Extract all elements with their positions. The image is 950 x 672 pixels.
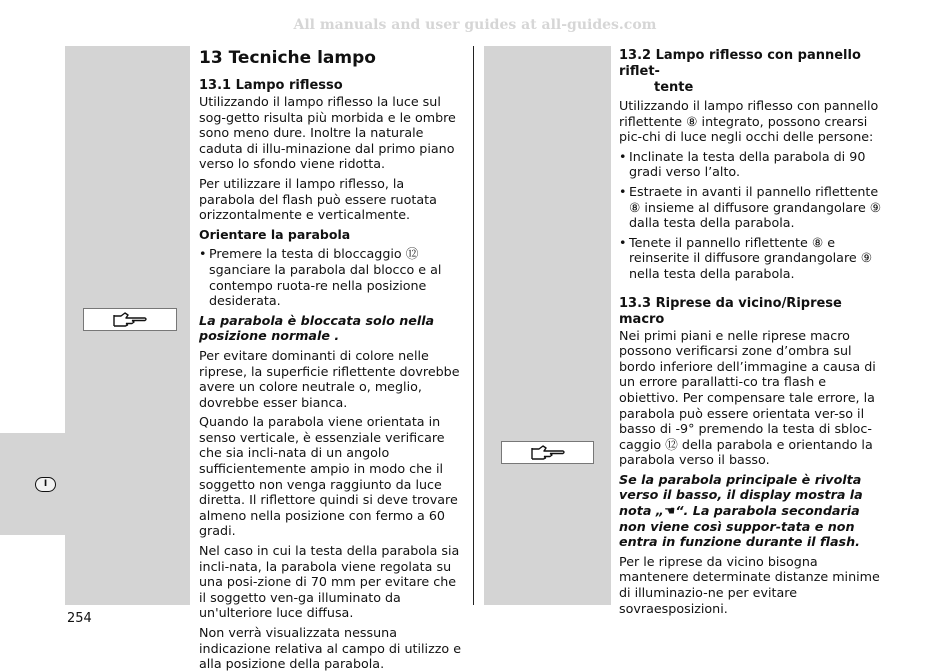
paragraph: Utilizzando il lampo riflesso con pannello riflettente ⑧ integrato, possono crearsi pic-chi di luce negli occhi delle persone: [619,98,879,145]
note-hand-icon [501,441,594,464]
section-title: 13.1 Lampo riflesso [199,78,343,93]
pointing-hand-icon [530,444,566,462]
paragraph: Nel caso in cui la testa della parabola sia incli-nata, la parabola viene regolata su una posi-zione di 70 mm per evitare che il soggetto ven-ga illuminato da un'ulteriore luce diffusa. [199,543,460,621]
paragraph: Nei primi piani e nelle riprese macro possono verificarsi zone d’ombra sul bordo inferiore dell’immagine a causa di un errore parallatti-co tra flash e obiettivo. Per compensare tale errore, la parabola può essere orientata ver-so il basso di -9° premendo la testa di sbloc-caggio ⑫ della parabola e orientando la parabola verso il basso. [619,327,876,468]
paragraph: Per evitare dominanti di colore nelle riprese, la superficie riflettente dovrebbe avere un colore neutrale o, meglio, dovrebbe esser bianca. [199,347,460,410]
watermark: All manuals and user guides at all-guides.com [293,17,657,33]
bullet-item: • Premere la testa di bloccaggio ⑫ sganciare la parabola dal blocco e al contempo ruota-re nella posizione desiderata. [199,246,464,308]
pointing-hand-icon [112,311,148,329]
left-text-column [199,46,464,672]
column-divider [473,46,474,605]
section-number: 13.2 [619,48,652,63]
paragraph: Quando la parabola viene orientata in senso verticale, è essenziale verificare che sia incli-nata di un angolo sufficientemente ampio in modo che il soggetto non venga raggiunto da luce diretta. Il riflettore quindi si deve trovare almeno nella posizione con fermo a 60 gradi. [199,414,458,539]
section-title [619,48,887,96]
section-title-line2: tente [654,80,694,95]
note-text: Se la parabola principale è rivolta verso il basso, il display mostra la nota „☚“. La parabola secondaria non viene così suppor-tata e non entra in funzione durante il flash. [619,471,863,550]
right-text-column [619,46,887,616]
language-badge: I [35,477,56,492]
chapter-title: 13 Tecniche lampo [199,48,376,68]
note-text: La parabola è bloccata solo nella posizione normale . [199,312,435,344]
note-hand-icon [83,308,177,331]
paragraph: Per utilizzare il lampo riflesso, la parabola del flash può essere ruotata orizzontalmente e verticalmente. [199,175,437,223]
paragraph: Non verrà visualizzata nessuna indicazione relativa al campo di utilizzo e alla posizione della parabola. [199,625,461,672]
page-number: 254 [67,611,92,626]
bullet-item: • Tenete il pannello riflettente ⑧ e reinserite il diffusore grandangolare ⑨ nella testa della parabola. [619,235,887,282]
section-title-line1: Lampo riflesso con pannello riflet- [619,48,861,79]
paragraph: Per le riprese da vicino bisogna mantenere determinate distanze minime di illuminazio-ne per evitare sovraesposizioni. [619,553,880,616]
paragraph: Utilizzando il lampo riflesso la luce sul sog-getto risulta più morbida e le ombre sono meno dure. Inoltre la naturale caduta di illu-minazione dal primo piano verso lo sfondo viene ridotta. [199,94,456,172]
subsection-title: Orientare la parabola [199,226,351,242]
right-margin-column [484,46,611,605]
bullet-item: • Estraete in avanti il pannello riflettente ⑧ insieme al diffusore grandangolare ⑨ dalla testa della parabola. [619,184,887,231]
bullet-item: • Inclinate la testa della parabola di 90 gradi verso l’alto. [619,149,887,180]
section-title: 13.3 Riprese da vicino/Riprese macro [619,295,842,327]
